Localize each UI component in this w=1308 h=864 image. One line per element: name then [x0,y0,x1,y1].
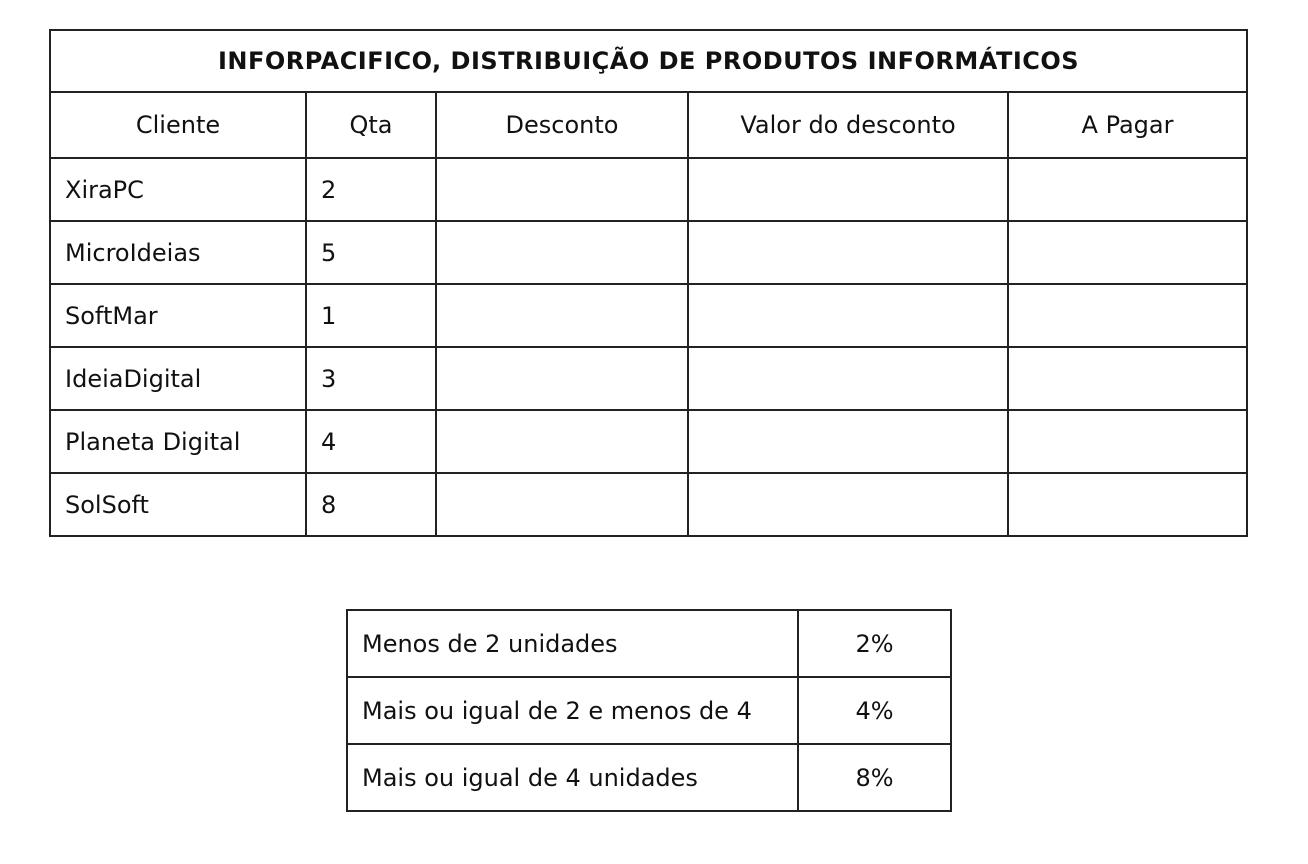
clients-discount-table [49,29,1248,537]
cell-valor-desconto[interactable] [688,410,1008,473]
table-row [50,284,1247,347]
cell-a-pagar[interactable] [1008,221,1247,284]
rate-value: 4% [798,677,951,744]
cell-qta: 4 [306,410,436,473]
cell-qta: 5 [306,221,436,284]
cell-valor-desconto[interactable] [688,221,1008,284]
cell-a-pagar[interactable] [1008,347,1247,410]
rate-rule: Mais ou igual de 4 unidades [347,744,798,811]
cell-valor-desconto[interactable] [688,284,1008,347]
cell-a-pagar[interactable] [1008,410,1247,473]
cell-cliente: MicroIdeias [50,221,306,284]
table-row [50,410,1247,473]
rate-value: 8% [798,744,951,811]
cell-valor-desconto[interactable] [688,473,1008,536]
cell-valor-desconto[interactable] [688,347,1008,410]
cell-desconto[interactable] [436,158,688,221]
rate-rule: Menos de 2 unidades [347,610,798,677]
cell-desconto[interactable] [436,473,688,536]
discount-rates-table [346,609,952,812]
header-cliente: Cliente [50,92,306,158]
cell-qta: 2 [306,158,436,221]
cell-desconto[interactable] [436,284,688,347]
cell-cliente: IdeiaDigital [50,347,306,410]
cell-desconto[interactable] [436,347,688,410]
header-desconto: Desconto [436,92,688,158]
table-row [50,221,1247,284]
header-a-pagar: A Pagar [1008,92,1247,158]
cell-cliente: SoftMar [50,284,306,347]
cell-cliente: XiraPC [50,158,306,221]
header-valor-desconto: Valor do desconto [688,92,1008,158]
header-qta: Qta [306,92,436,158]
rate-row [347,677,951,744]
cell-cliente: SolSoft [50,473,306,536]
cell-qta: 8 [306,473,436,536]
rate-row [347,610,951,677]
cell-qta: 3 [306,347,436,410]
cell-qta: 1 [306,284,436,347]
rate-value: 2% [798,610,951,677]
table-row [50,347,1247,410]
table-row [50,473,1247,536]
rate-row [347,744,951,811]
header-row [50,92,1247,158]
table-row [50,158,1247,221]
cell-a-pagar[interactable] [1008,473,1247,536]
cell-valor-desconto[interactable] [688,158,1008,221]
cell-a-pagar[interactable] [1008,284,1247,347]
cell-a-pagar[interactable] [1008,158,1247,221]
cell-desconto[interactable] [436,221,688,284]
cell-desconto[interactable] [436,410,688,473]
cell-cliente: Planeta Digital [50,410,306,473]
rate-rule: Mais ou igual de 2 e menos de 4 [347,677,798,744]
table-title: INFORPACIFICO, DISTRIBUIÇÃO DE PRODUTOS INFORMÁTICOS [50,30,1247,92]
